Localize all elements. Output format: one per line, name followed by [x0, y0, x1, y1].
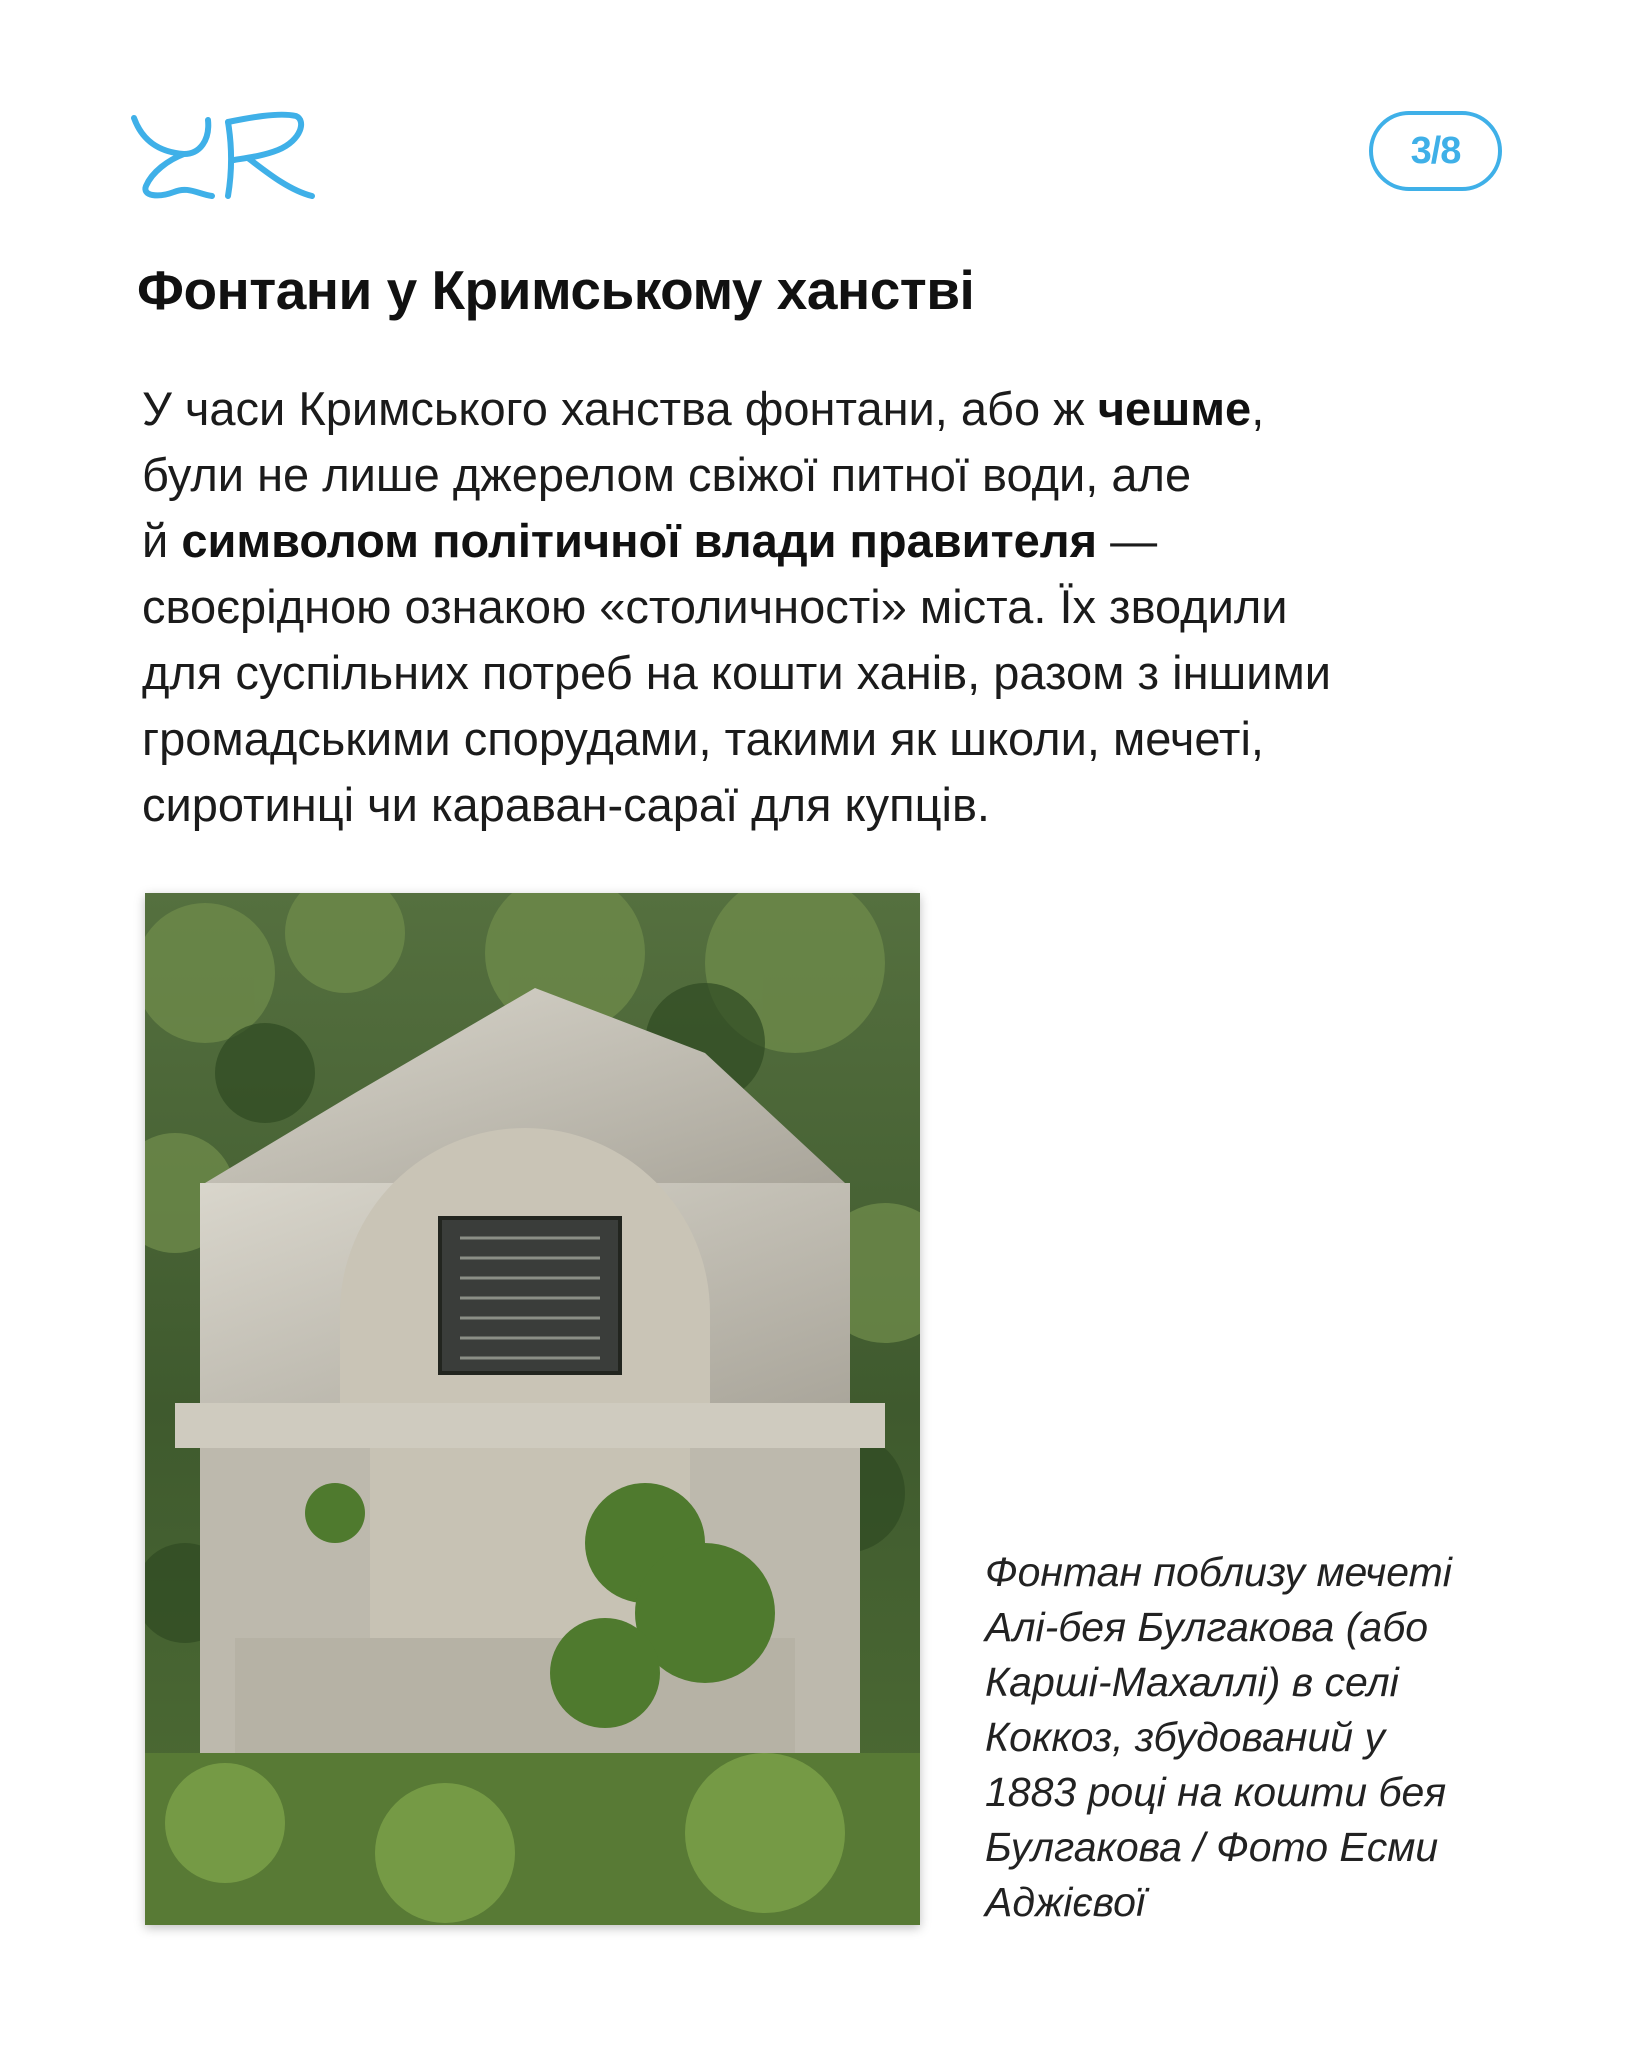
body-line-5: для суспільних потреб на кошти ханів, разом з іншими [142, 646, 1332, 699]
term-cheshme: чешме [1097, 382, 1252, 435]
body-line-4: своєрідною ознакою «столичності» міста. Їх зводили [142, 580, 1288, 633]
body-line-3: й символом політичної влади правителя — [142, 514, 1158, 567]
article-body [142, 376, 1572, 838]
body-line-6: громадськими спорудами, такими як школи, мечеті, [142, 712, 1264, 765]
body-line-7: сиротинці чи караван-сараї для купців. [142, 778, 990, 831]
page-indicator-badge: 3/8 [1369, 111, 1502, 191]
photo-caption [985, 1545, 1545, 1930]
article-title: Фонтани у Кримському ханстві [137, 259, 975, 321]
emphasis-power-symbol: символом політичної влади правителя [181, 514, 1098, 567]
caption-line: Аджієвої [985, 1879, 1146, 1925]
caption-line: Карші-Махаллі) в селі [985, 1659, 1399, 1705]
caption-line: 1883 році на кошти бея [985, 1769, 1447, 1815]
caption-line: Булгакова / Фото Есми [985, 1824, 1439, 1870]
fountain-photo [145, 893, 920, 1925]
yk-logo-icon [128, 110, 318, 202]
body-line-2: були не лише джерелом свіжої питної води, але [142, 448, 1192, 501]
caption-line: Алі-бея Булгакова (або [985, 1604, 1429, 1650]
body-line-1: У часи Кримського ханства фонтани, або ж чешме, [142, 382, 1265, 435]
caption-line: Фонтан поблизу мечеті [985, 1549, 1452, 1595]
caption-line: Коккоз, збудований у [985, 1714, 1385, 1760]
